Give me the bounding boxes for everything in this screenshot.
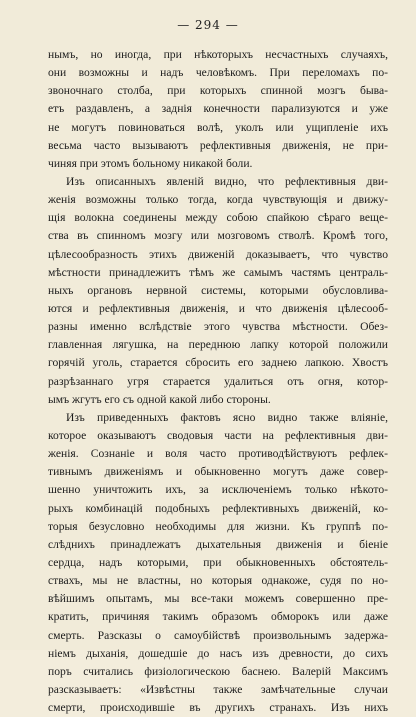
text-line: рыхъ комбинацій подобныхъ рефлективныхъ движеній, ко- — [48, 501, 388, 515]
text-line: женія возможны только тогда, когда чувствующія и движу- — [48, 193, 388, 207]
text-line: смерти, происходившіе въ другихъ странахъ. Изъ нихъ — [48, 701, 388, 715]
text-line: вѣйшимъ опытамъ, мы все-таки можемъ совершенно пре- — [48, 592, 388, 606]
text-line: тивнымъ движеніямъ и обыкновенно могутъ даже совер- — [48, 465, 388, 479]
text-line: разсказываетъ: «Извѣстны также замѣчательные случаи — [48, 682, 388, 696]
text-line: поръ считались физіологическою баснею. Валерій Максимъ — [48, 664, 388, 678]
text-line: которое оказываютъ сводовыя части на рефлективныя дви- — [48, 428, 388, 442]
text-line: торыя безусловно необходимы для жизни. Къ группѣ по- — [48, 519, 388, 533]
text-line: ымъ жгутъ его съ одной какой либо стороны. — [48, 392, 271, 406]
text-line: ніемъ дыханія, дошедшіе до насъ изъ древности, до сихъ — [48, 646, 388, 660]
text-line: горячій уголь, старается сбросить его заднею лапкою. Хвостъ — [48, 356, 388, 370]
text-line: ныхъ органовъ нервной системы, которыми обусловлива- — [48, 283, 388, 297]
text-line: кратить, причиняя такимъ образомъ обморокъ или даже — [48, 610, 388, 624]
text-line: разны именно вслѣдствіе этого чувства мѣстности. Обез- — [48, 320, 388, 334]
text-line: звоночнаго столба, при которыхъ спинной мозгъ быва- — [48, 84, 388, 98]
text-line: главленная лягушка, на переднюю лапку которой положили — [48, 338, 388, 352]
text-line: ства въ спинномъ мозгу или мозговомъ стволѣ. Кромѣ того, — [48, 229, 388, 243]
text-line: ствахъ, мы не властны, но которыя однакоже, судя по но- — [48, 574, 388, 588]
text-line: слѣднихъ принадлежатъ дыхательныя движенія и біеніе — [48, 537, 388, 551]
body-text — [48, 46, 388, 717]
text-line: мѣстности принадлежитъ тѣмъ же самымъ частямъ централь- — [48, 265, 388, 279]
page-number: — 294 — — [177, 18, 239, 32]
text-line: разрѣзаннаго угря старается удалиться отъ огня, котор- — [48, 374, 388, 388]
text-line: они возможны и надъ человѣкомъ. При переломахъ по- — [48, 66, 388, 80]
text-line: шенно уничтожить ихъ, за исключеніемъ только нѣкото- — [48, 483, 388, 497]
text-line: ются и рефлективныя движенія, и что движенія цѣлесооб- — [48, 301, 388, 315]
text-line: цѣлесообразность этихъ движеній доказываетъ, что чувство — [48, 247, 388, 261]
text-line: чиняя при этомъ больному никакой боли. — [48, 156, 253, 170]
text-line: весьма часто вызываютъ рефлективныя движенія, не при- — [48, 138, 388, 152]
text-line: женія. Сознаніе и воля часто противодѣйствуютъ рефлек- — [48, 447, 388, 461]
text-line: Изъ приведенныхъ фактовъ ясно видно также вліяніе, — [66, 410, 388, 424]
text-line: Изъ описанныхъ явленій видно, что рефлективныя дви- — [66, 174, 388, 188]
text-line: смерть. Разсказы о самоубійствѣ произвольнымъ задержа- — [48, 628, 388, 642]
text-line: не могутъ повиноваться волѣ, уколъ или ущипленіе ихъ — [48, 120, 388, 134]
text-line: щія волокна соединены между собою спайкою сѣраго веще- — [48, 211, 388, 225]
text-line: нымъ, но иногда, при нѣкоторыхъ несчастныхъ случаяхъ, — [48, 48, 388, 61]
text-line: сердца, надъ которыми, при обыкновенныхъ обстоятель- — [48, 555, 388, 569]
text-line: етъ раздавленъ, а заднія конечности парализуются и уже — [48, 102, 388, 116]
